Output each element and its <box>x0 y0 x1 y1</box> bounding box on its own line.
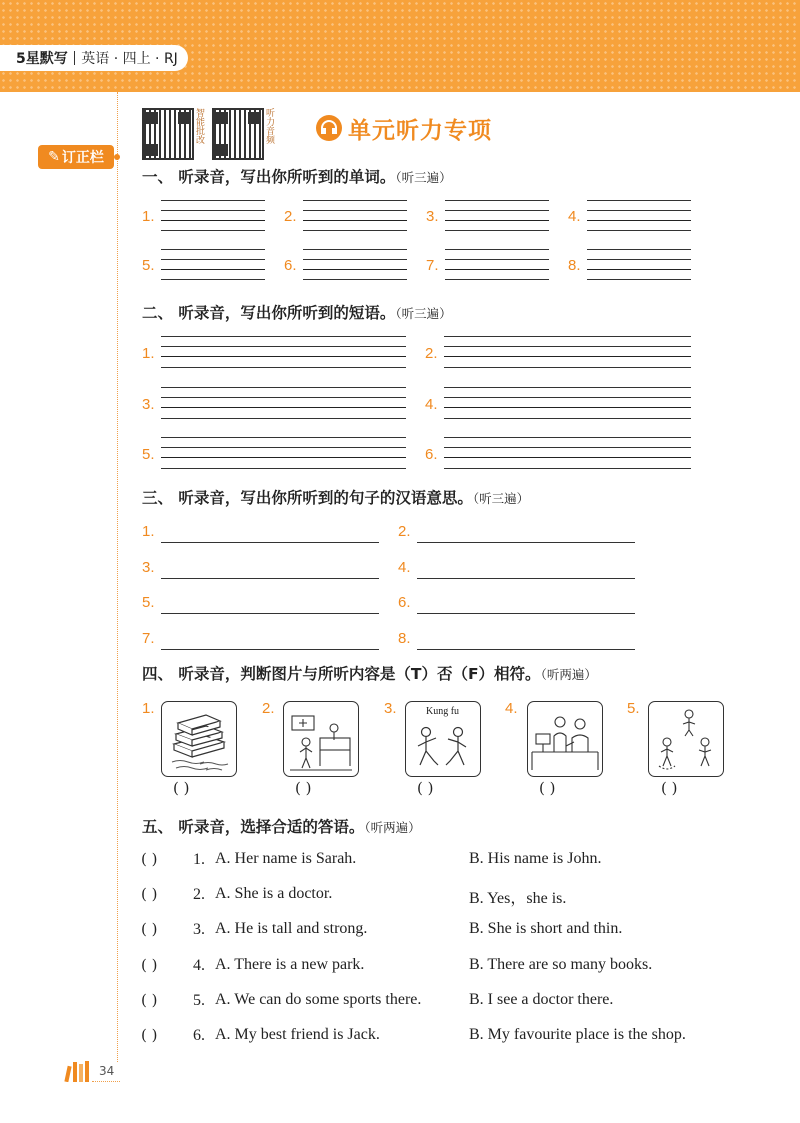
picture-number-1: 1. <box>142 700 155 717</box>
section-1-title <box>142 165 452 187</box>
section-5-heading: 五、 听录音，选择合适的答语。 <box>142 818 365 836</box>
picture-children <box>648 701 724 777</box>
word-blank-line <box>587 210 691 211</box>
phrase-blank-line <box>161 336 406 337</box>
choice-answer-blank[interactable]: ( ) <box>141 920 158 938</box>
word-blank-line <box>587 259 691 260</box>
section-2-note: （听三遍） <box>395 306 452 321</box>
kungfu-caption: Kung fu <box>426 706 460 717</box>
hospital-illustration <box>284 702 358 776</box>
word-blank-line <box>445 259 549 260</box>
unit-title-text: 单元听力专项 <box>348 117 492 144</box>
word-blank-line <box>445 279 549 280</box>
option-b: B. Yes，she is. <box>469 890 567 907</box>
phrase-blank-line <box>444 367 691 368</box>
phrase-blank-line <box>161 397 406 398</box>
word-blank-line <box>445 210 549 211</box>
option-a: A. He is tall and strong. <box>215 920 368 937</box>
children-illustration <box>649 702 723 776</box>
word-number-3: 3. <box>426 208 439 225</box>
tf-answer-blank-2[interactable]: ( ) <box>295 779 312 797</box>
word-blank-line <box>161 210 265 211</box>
sentence-blank-line[interactable] <box>161 649 379 650</box>
picture-hospital <box>283 701 359 777</box>
question-number: 5. <box>193 992 205 1009</box>
headphone-icon <box>316 115 342 141</box>
word-blank-line <box>445 230 549 231</box>
tf-answer-blank-1[interactable]: ( ) <box>173 779 190 797</box>
option-b: B. My favourite place is the shop. <box>469 1026 686 1043</box>
phrase-blank-line <box>161 447 406 448</box>
phrase-blank-line <box>444 447 691 448</box>
option-a: A. We can do some sports there. <box>215 991 422 1008</box>
word-blank-line <box>587 249 691 250</box>
section-4-heading: 四、 听录音，判断图片与所听内容是（T）否（F）相符。 <box>142 665 541 683</box>
phrase-blank-line <box>444 468 691 469</box>
section-1-heading: 一、 听录音，写出你所听到的单词。 <box>142 168 396 186</box>
phrase-number-3: 3. <box>142 396 155 413</box>
word-blank-line[interactable] <box>303 269 407 270</box>
word-blank-line[interactable] <box>161 269 265 270</box>
tf-answer-blank-4[interactable]: ( ) <box>539 779 556 797</box>
word-blank-line <box>303 210 407 211</box>
picture-kungfu <box>405 701 481 777</box>
binding-margin-line <box>117 92 118 1062</box>
qr-tag-grading: 智能批改 <box>194 108 204 144</box>
choice-answer-blank[interactable]: ( ) <box>141 885 158 903</box>
phrase-blank-line <box>444 336 691 337</box>
option-b: B. She is short and thin. <box>469 920 623 937</box>
choice-answer-blank[interactable]: ( ) <box>141 991 158 1009</box>
phrase-number-5: 5. <box>142 446 155 463</box>
header-label <box>0 45 188 71</box>
qr-code-audio[interactable] <box>212 108 264 160</box>
section-4-title <box>142 662 597 684</box>
question-number: 2. <box>193 886 205 903</box>
option-a: A. She is a doctor. <box>215 885 333 902</box>
sentence-blank-line[interactable] <box>417 613 635 614</box>
option-b: B. His name is John. <box>469 850 602 867</box>
option-a: A. There is a new park. <box>215 956 365 973</box>
word-blank-line <box>303 279 407 280</box>
picture-number-3: 3. <box>384 700 397 717</box>
word-blank-line[interactable] <box>161 220 265 221</box>
word-blank-line <box>161 230 265 231</box>
picture-doctor <box>527 701 603 777</box>
correction-tab <box>38 145 114 169</box>
phrase-blank-line <box>444 418 691 419</box>
books-illustration <box>162 702 236 776</box>
phrase-blank-line <box>444 387 691 388</box>
series-name: 5星默写 <box>16 51 68 67</box>
word-blank-line <box>161 259 265 260</box>
option-b: B. I see a doctor there. <box>469 991 614 1008</box>
books-footer-icon <box>64 1060 90 1082</box>
word-blank-line <box>303 259 407 260</box>
phrase-blank-line[interactable] <box>444 407 691 408</box>
word-blank-line[interactable] <box>303 220 407 221</box>
qr-tag-audio: 听力音频 <box>264 108 274 144</box>
phrase-blank-line[interactable] <box>444 356 691 357</box>
word-number-7: 7. <box>426 257 439 274</box>
choice-answer-blank[interactable]: ( ) <box>141 956 158 974</box>
phrase-blank-line <box>161 367 406 368</box>
word-number-5: 5. <box>142 257 155 274</box>
picture-number-5: 5. <box>627 700 640 717</box>
sentence-number-8: 8. <box>398 630 411 647</box>
sentence-blank-line[interactable] <box>417 649 635 650</box>
sentence-number-6: 6. <box>398 594 411 611</box>
phrase-blank-line[interactable] <box>161 356 406 357</box>
word-number-4: 4. <box>568 208 581 225</box>
picture-number-2: 2. <box>262 700 275 717</box>
word-blank-line <box>161 279 265 280</box>
word-blank-line[interactable] <box>445 269 549 270</box>
section-2-heading: 二、 听录音，写出你所听到的短语。 <box>142 304 396 322</box>
question-number: 1. <box>193 851 205 868</box>
section-3-title <box>142 486 529 508</box>
footer-dots <box>92 1081 120 1082</box>
word-blank-line <box>303 200 407 201</box>
tf-answer-blank-5[interactable]: ( ) <box>661 779 678 797</box>
section-2-title <box>142 301 452 323</box>
phrase-blank-line <box>161 437 406 438</box>
word-blank-line[interactable] <box>587 220 691 221</box>
word-blank-line[interactable] <box>445 220 549 221</box>
word-blank-line <box>303 230 407 231</box>
word-blank-line <box>303 249 407 250</box>
book-meta: 英语 · 四上 · RJ <box>81 51 178 67</box>
phrase-blank-line <box>161 468 406 469</box>
phrase-blank-line[interactable] <box>444 457 691 458</box>
word-blank-line <box>445 200 549 201</box>
qr-code-grading[interactable] <box>142 108 194 160</box>
phrase-number-1: 1. <box>142 345 155 362</box>
sentence-blank-line[interactable] <box>161 613 379 614</box>
word-number-6: 6. <box>284 257 297 274</box>
sentence-blank-line[interactable] <box>161 542 379 543</box>
sentence-blank-line[interactable] <box>161 578 379 579</box>
phrase-blank-line <box>444 437 691 438</box>
sentence-blank-line[interactable] <box>417 578 635 579</box>
header-divider <box>74 51 76 65</box>
phrase-blank-line <box>444 397 691 398</box>
phrase-number-2: 2. <box>425 345 438 362</box>
word-number-1: 1. <box>142 208 155 225</box>
section-1-note: （听三遍） <box>395 170 452 185</box>
correction-label: 订正栏 <box>61 150 104 166</box>
phrase-number-6: 6. <box>425 446 438 463</box>
word-blank-line <box>445 249 549 250</box>
word-blank-line <box>587 279 691 280</box>
phrase-blank-line <box>161 346 406 347</box>
section-3-heading: 三、 听录音，写出你所听到的句子的汉语意思。 <box>142 489 473 507</box>
section-4-note: （听两遍） <box>540 667 597 682</box>
choice-answer-blank[interactable]: ( ) <box>141 850 158 868</box>
question-number: 3. <box>193 921 205 938</box>
word-number-8: 8. <box>568 257 581 274</box>
option-a: A. Her name is Sarah. <box>215 850 357 867</box>
sentence-number-4: 4. <box>398 559 411 576</box>
phrase-blank-line <box>444 346 691 347</box>
unit-title <box>316 112 492 144</box>
section-5-title <box>142 815 421 837</box>
question-number: 4. <box>193 957 205 974</box>
sentence-blank-line[interactable] <box>417 542 635 543</box>
picture-books <box>161 701 237 777</box>
phrase-blank-line[interactable] <box>161 407 406 408</box>
phrase-blank-line <box>161 387 406 388</box>
sentence-number-3: 3. <box>142 559 155 576</box>
section-5-note: （听两遍） <box>364 820 421 835</box>
option-a: A. My best friend is Jack. <box>215 1026 380 1043</box>
sentence-number-2: 2. <box>398 523 411 540</box>
tf-answer-blank-3[interactable]: ( ) <box>417 779 434 797</box>
word-blank-line <box>587 230 691 231</box>
page-number: 34 <box>99 1064 115 1078</box>
phrase-number-4: 4. <box>425 396 438 413</box>
word-blank-line <box>161 249 265 250</box>
pencil-icon: ✎ <box>48 149 60 165</box>
word-blank-line <box>161 200 265 201</box>
option-b: B. There are so many books. <box>469 956 653 973</box>
word-blank-line <box>587 200 691 201</box>
picture-number-4: 4. <box>505 700 518 717</box>
word-blank-line[interactable] <box>587 269 691 270</box>
doctor-illustration <box>528 702 602 776</box>
section-3-note: （听三遍） <box>472 491 530 506</box>
sentence-number-5: 5. <box>142 594 155 611</box>
choice-answer-blank[interactable]: ( ) <box>141 1026 158 1044</box>
phrase-blank-line <box>161 418 406 419</box>
sentence-number-7: 7. <box>142 630 155 647</box>
question-number: 6. <box>193 1027 205 1044</box>
phrase-blank-line[interactable] <box>161 457 406 458</box>
word-number-2: 2. <box>284 208 297 225</box>
sentence-number-1: 1. <box>142 523 155 540</box>
